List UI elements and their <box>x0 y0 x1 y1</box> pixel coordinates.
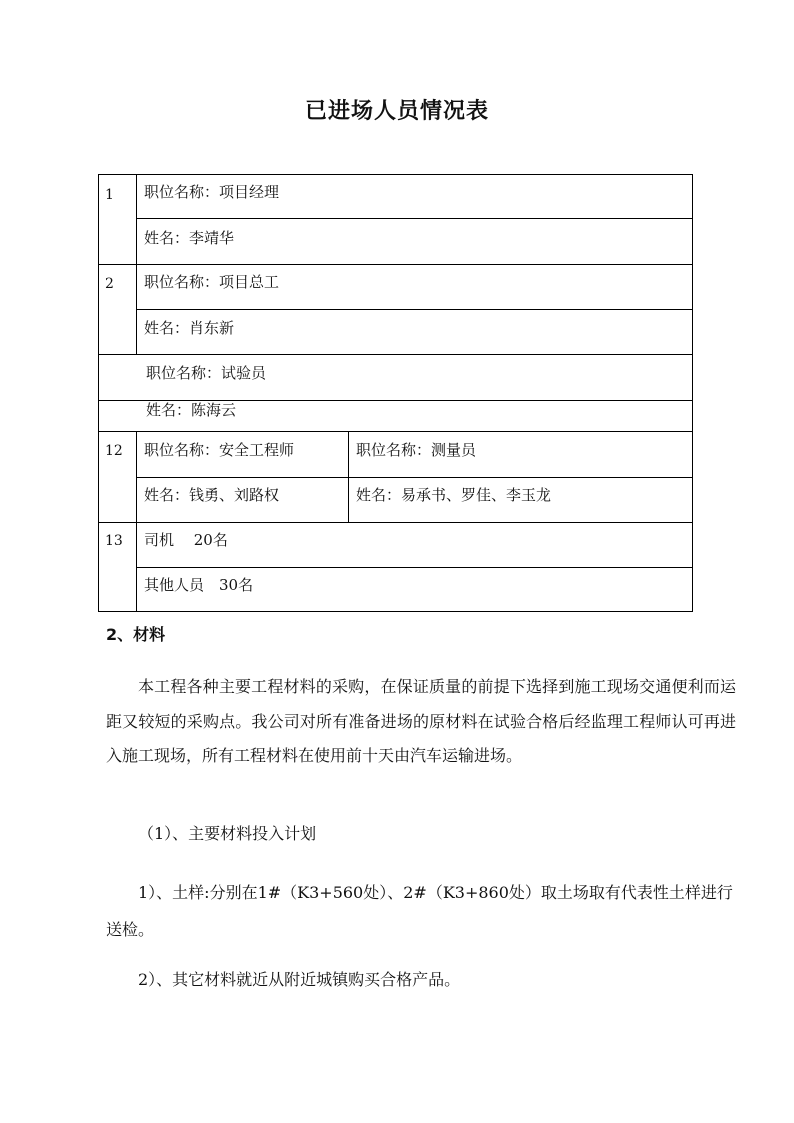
table-border-bottom <box>98 611 693 612</box>
table-line <box>136 218 693 219</box>
paragraph: （1）、主要材料投入计划 <box>138 824 317 843</box>
table-line <box>98 522 693 523</box>
page-title: 已进场人员情况表 <box>304 99 489 124</box>
paragraph: 2）、其它材料就近从附近城镇购买合格产品。 <box>138 970 461 989</box>
table-border-right <box>692 174 693 612</box>
row-index: 1 <box>105 187 114 203</box>
table-line <box>136 477 693 478</box>
personnel-table <box>98 174 693 612</box>
position-cell: 职位名称：安全工程师 <box>144 441 295 459</box>
paragraph: 本工程各种主要工程材料的采购，在保证质量的前提下选择到施工现场交通便利而运距又较短的采购点。我公司对所有准备进场的原材料在试验合格后经监理工程师认可再进入施工现场，所有工程材料在使用前十天由汽车运输进场。 <box>106 677 736 765</box>
table-index-divider <box>136 431 137 611</box>
position-cell: 职位名称：测量员 <box>356 441 477 459</box>
table-border-left <box>98 174 99 612</box>
count-cell: 司机 20名 <box>144 531 228 549</box>
table-line <box>98 264 693 265</box>
section-heading: 2、材料 <box>106 625 166 644</box>
name-cell: 姓名：李靖华 <box>144 229 235 247</box>
row-index: 12 <box>105 443 123 459</box>
table-line <box>98 431 693 432</box>
table-border-top <box>98 174 693 175</box>
name-cell: 姓名：陈海云 <box>146 401 237 419</box>
count-cell: 其他人员 30名 <box>144 576 254 594</box>
position-cell: 职位名称：项目总工 <box>144 273 280 291</box>
name-cell: 姓名：钱勇、刘路权 <box>144 486 280 504</box>
table-index-divider <box>136 174 137 354</box>
table-line <box>98 354 693 355</box>
position-cell: 职位名称：项目经理 <box>144 183 280 201</box>
name-cell: 姓名：易承书、罗佳、李玉龙 <box>356 486 552 504</box>
row-index: 2 <box>105 276 114 292</box>
table-line <box>136 309 693 310</box>
table-column-divider <box>348 431 349 522</box>
paragraph: 1）、土样:分别在1#（K3+560处）、2#（K3+860处）取土场取有代表性土样进行送检。 <box>106 883 733 939</box>
table-line <box>136 567 693 568</box>
position-cell: 职位名称：试验员 <box>146 364 267 382</box>
row-index: 13 <box>105 533 123 549</box>
name-cell: 姓名：肖东新 <box>144 319 235 337</box>
